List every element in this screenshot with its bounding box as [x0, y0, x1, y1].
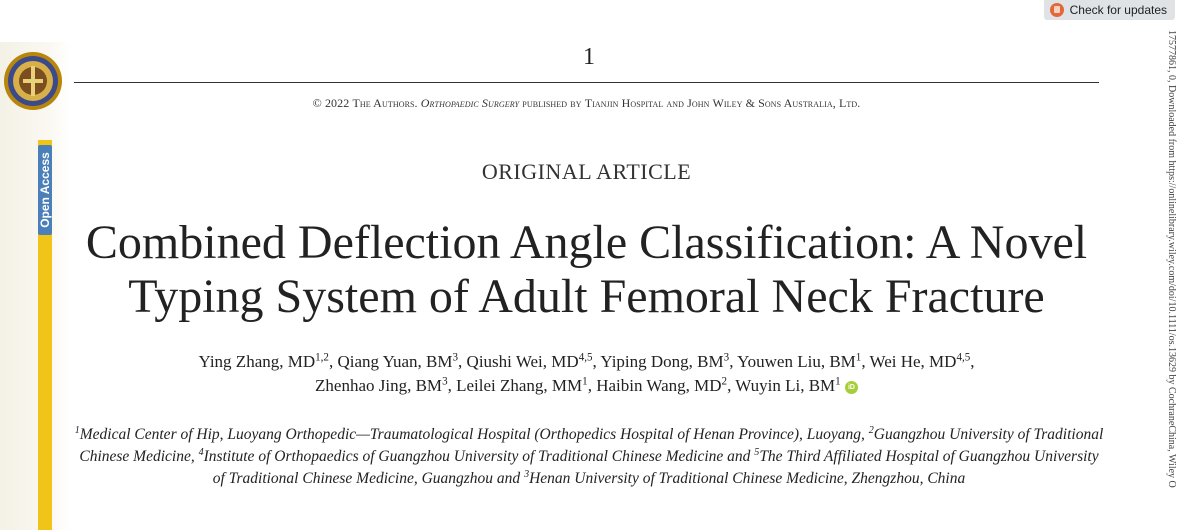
check-for-updates-button[interactable]: [1044, 0, 1175, 20]
article-type: ORIGINAL ARTICLE: [481, 159, 692, 184]
author[interactable]: Haibin Wang, $MD^2$: [596, 375, 728, 395]
title-line-2: Typing System of Adult Femoral Neck Fracture: [128, 270, 1045, 323]
copyright-year: © 2022: [312, 96, 350, 110]
author[interactable]: Qiushi Wei, MD$^{4,5}$: [466, 351, 593, 371]
left-journal-band: [0, 42, 70, 530]
author[interactable]: Leilei Zhang, $MM^1$: [456, 375, 588, 395]
article-title: [74, 216, 1099, 324]
author-list: Ying Zhang, MD$^{1,2}$, Qiang Yuan, $BM^3$, Qiushi Wei, MD$^{4,5}$, Yiping Dong, $BM^3$, Youwen Liu, $BM^1$, Wei He, MD$^{4,5}$, Zhenhao Jing, $BM^3$, Leilei Zhang, $MM^1$, Haibin Wang, $MD^2$, Wuyin Li, $BM^1$ iD: [198, 351, 975, 395]
open-access-badge: [38, 145, 52, 235]
copyright-authors: The Authors.: [352, 96, 418, 110]
copyright-line: [74, 96, 1099, 111]
crossmark-icon: [1050, 3, 1064, 17]
publisher: Tianjin Hospital and John Wiley & Sons Australia, Ltd.: [584, 96, 861, 110]
author[interactable]: Yiping Dong, $BM^3$: [600, 351, 730, 371]
orcid-icon[interactable]: iD: [845, 381, 858, 394]
author[interactable]: Wei He, MD$^{4,5}$: [869, 351, 971, 371]
author[interactable]: Youwen Liu, $BM^1$: [737, 351, 862, 371]
download-watermark-strip: [1166, 0, 1178, 530]
affiliations: $^1$Medical Center of Hip, Luoyang Orthopedic—Traumatological Hospital (Orthopedics Hospital of Henan Province), Luoyang, $^2$Guangzhou University of Traditional Chinese Medicine, $^4$Institute of Orthopaedics of Guangzhou University of Traditional Chinese Medicine and $^5$The Third Affiliated Hospital of Guangzhou University of Traditional Chinese Medicine, Guangzhou and $^3$Henan University of Traditional Chinese Medicine, Zhengzhou, China: [74, 424, 1104, 487]
check-for-updates-label: Check for updates: [1069, 3, 1167, 17]
author[interactable]: Qiang Yuan, $BM^3$: [337, 351, 459, 371]
author[interactable]: Ying Zhang, MD$^{1,2}$: [198, 351, 329, 371]
published-by: published by: [522, 96, 582, 110]
page-number: 1: [583, 44, 595, 70]
journal-name: Orthopaedic Surgery: [420, 96, 520, 110]
author[interactable]: Zhenhao Jing, $BM^3$: [315, 375, 448, 395]
download-watermark-text: 17577861, 0, Downloaded from https://onlinelibrary.wiley.com/doi/10.1111/os.13629 by CochraneChina, Wiley O: [1166, 30, 1177, 488]
title-line-1: Combined Deflection Angle Classification: A Novel: [85, 216, 1088, 269]
author[interactable]: Wuyin Li, $BM^1$: [735, 375, 841, 395]
header-rule: [74, 82, 1099, 83]
open-access-label: Open Access: [38, 152, 52, 228]
